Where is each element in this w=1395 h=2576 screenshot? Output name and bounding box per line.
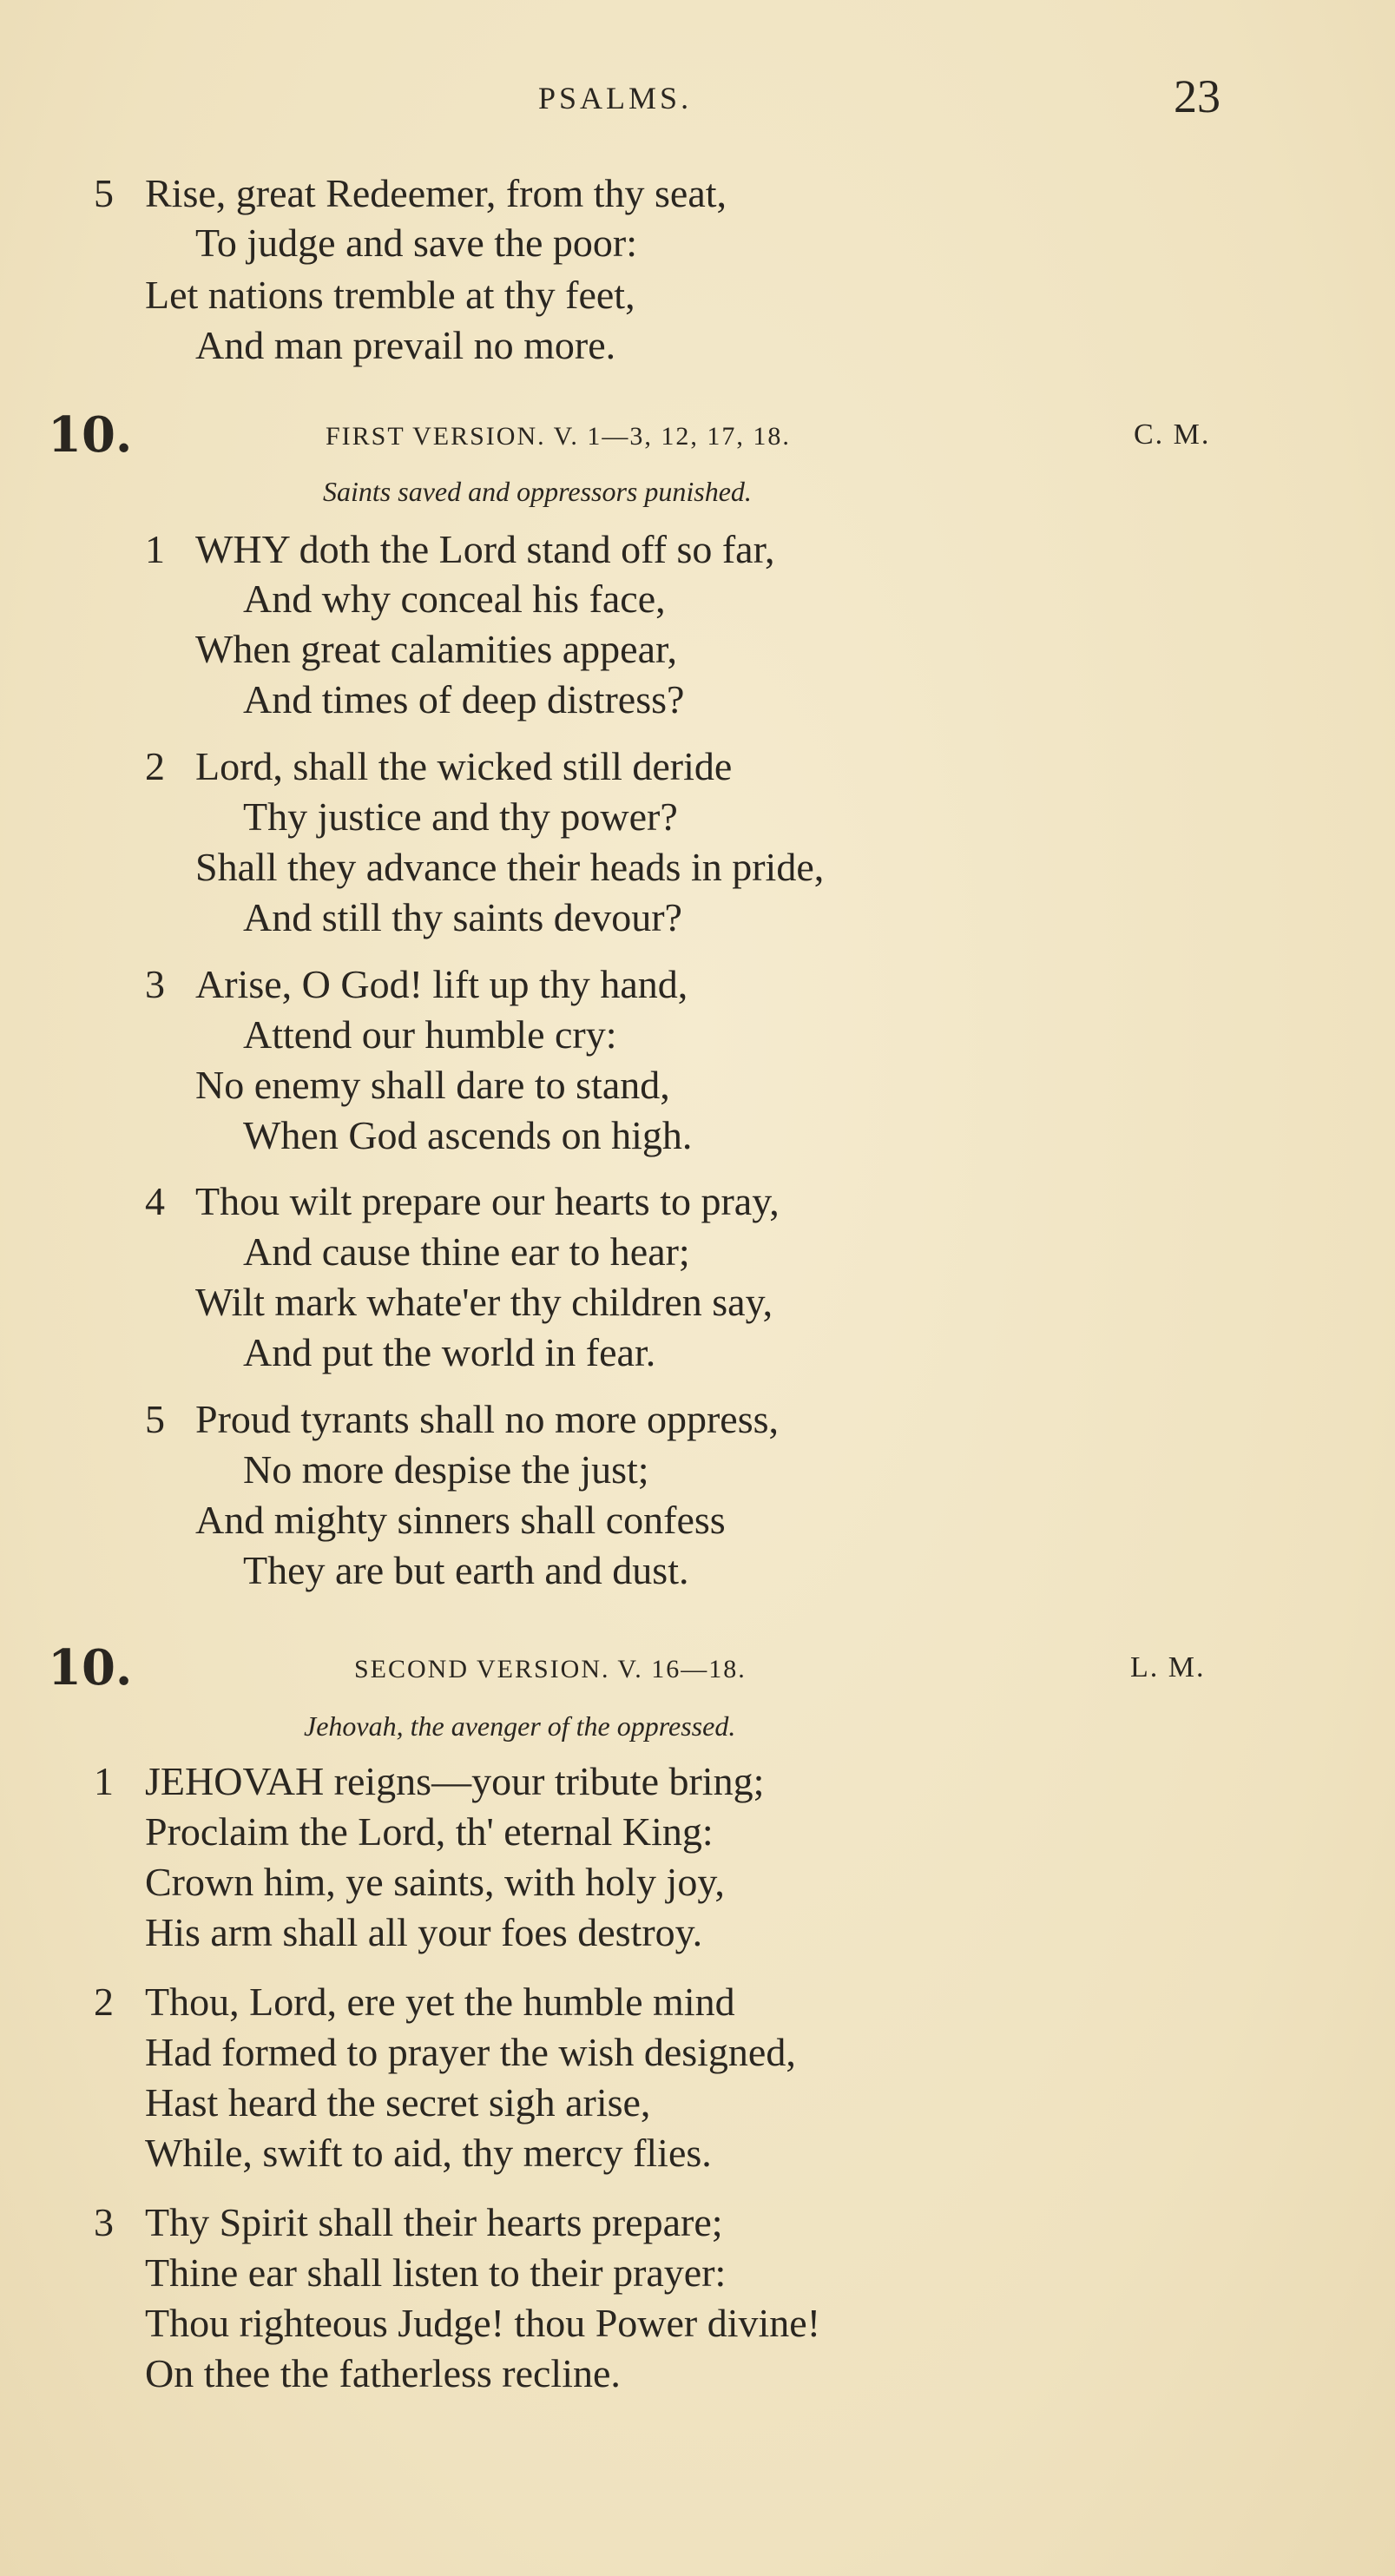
- verse-line: And man prevail no more.: [195, 323, 616, 367]
- verse-line: Proud tyrants shall no more oppress,: [195, 1397, 780, 1441]
- stanza-number: 5: [145, 1397, 165, 1441]
- stanza-number: 3: [145, 962, 165, 1006]
- meter-label: L. M.: [1130, 1651, 1206, 1683]
- verse-line: Attend our humble cry:: [243, 1012, 617, 1057]
- verse-line: Lord, shall the wicked still deride: [195, 744, 733, 788]
- verse-line: Thou wilt prepare our hearts to pray,: [195, 1179, 780, 1223]
- stanza-number: 1: [94, 1759, 114, 1803]
- verse-line: Thine ear shall listen to their prayer:: [145, 2250, 727, 2295]
- verse-line: Thy Spirit shall their hearts prepare;: [145, 2200, 723, 2244]
- hymn-number: 10.: [48, 406, 133, 464]
- verse-line: Proclaim the Lord, th' eternal King:: [145, 1809, 714, 1854]
- verse-line: They are but earth and dust.: [243, 1548, 689, 1592]
- verse-line: And still thy saints devour?: [243, 895, 682, 939]
- verse-line: On thee the fatherless recline.: [145, 2351, 621, 2395]
- meter-label: C. M.: [1134, 418, 1211, 451]
- verse-line: Thou, Lord, ere yet the humble mind: [145, 1980, 735, 2024]
- stanza-number: 4: [145, 1179, 165, 1223]
- verse-line: Let nations tremble at thy feet,: [145, 273, 635, 317]
- verse-line: Wilt mark whate'er thy children say,: [195, 1280, 773, 1324]
- verse-line: WHY doth the Lord stand off so far,: [195, 527, 775, 571]
- verse-line: Hast heard the secret sigh arise,: [145, 2080, 651, 2125]
- verse-line: When great calamities appear,: [195, 627, 677, 671]
- verse-line: And cause thine ear to hear;: [243, 1229, 690, 1274]
- verse-line: Rise, great Redeemer, from thy seat,: [145, 171, 727, 215]
- page-number: 23: [1174, 70, 1221, 122]
- hymn-number: 10.: [48, 1639, 133, 1696]
- stanza-number: 3: [94, 2200, 114, 2244]
- verse-line: Arise, O God! lift up thy hand,: [195, 962, 688, 1006]
- verse-line: Thy justice and thy power?: [243, 794, 678, 839]
- verse-line: To judge and save the poor:: [195, 221, 638, 265]
- hymn-subtitle: Jehovah, the avenger of the oppressed.: [304, 1710, 736, 1742]
- verse-line: While, swift to aid, thy mercy flies.: [145, 2131, 712, 2175]
- verse-line: And mighty sinners shall confess: [195, 1498, 726, 1542]
- page-header: [0, 69, 1395, 122]
- verse-line: And times of deep distress?: [243, 677, 685, 721]
- verse-line: No enemy shall dare to stand,: [195, 1063, 670, 1107]
- verse-line: Thou righteous Judge! thou Power divine!: [145, 2301, 821, 2345]
- stanza-number: 1: [145, 527, 165, 571]
- verse-line: His arm shall all your foes destroy.: [145, 1910, 703, 1954]
- version-heading: SECOND VERSION. V. 16—18.: [354, 1655, 747, 1683]
- stanza-number: 5: [94, 171, 114, 215]
- verse-line: And why conceal his face,: [243, 576, 666, 621]
- stanza-number: 2: [145, 744, 165, 788]
- hymn-subtitle: Saints saved and oppressors punished.: [323, 476, 752, 507]
- verse-line: When God ascends on high.: [243, 1113, 693, 1157]
- verse-line: And put the world in fear.: [243, 1330, 656, 1374]
- verse-line: No more despise the just;: [243, 1447, 649, 1492]
- version-heading: FIRST VERSION. V. 1—3, 12, 17, 18.: [326, 422, 791, 451]
- running-title: PSALMS.: [538, 81, 693, 115]
- verse-line: Crown him, ye saints, with holy joy,: [145, 1860, 725, 1904]
- stanza-number: 2: [94, 1980, 114, 2024]
- verse-line: JEHOVAH reigns—your tribute bring;: [145, 1759, 765, 1803]
- verse-line: Shall they advance their heads in pride,: [195, 845, 825, 889]
- verse-line: Had formed to prayer the wish designed,: [145, 2030, 796, 2074]
